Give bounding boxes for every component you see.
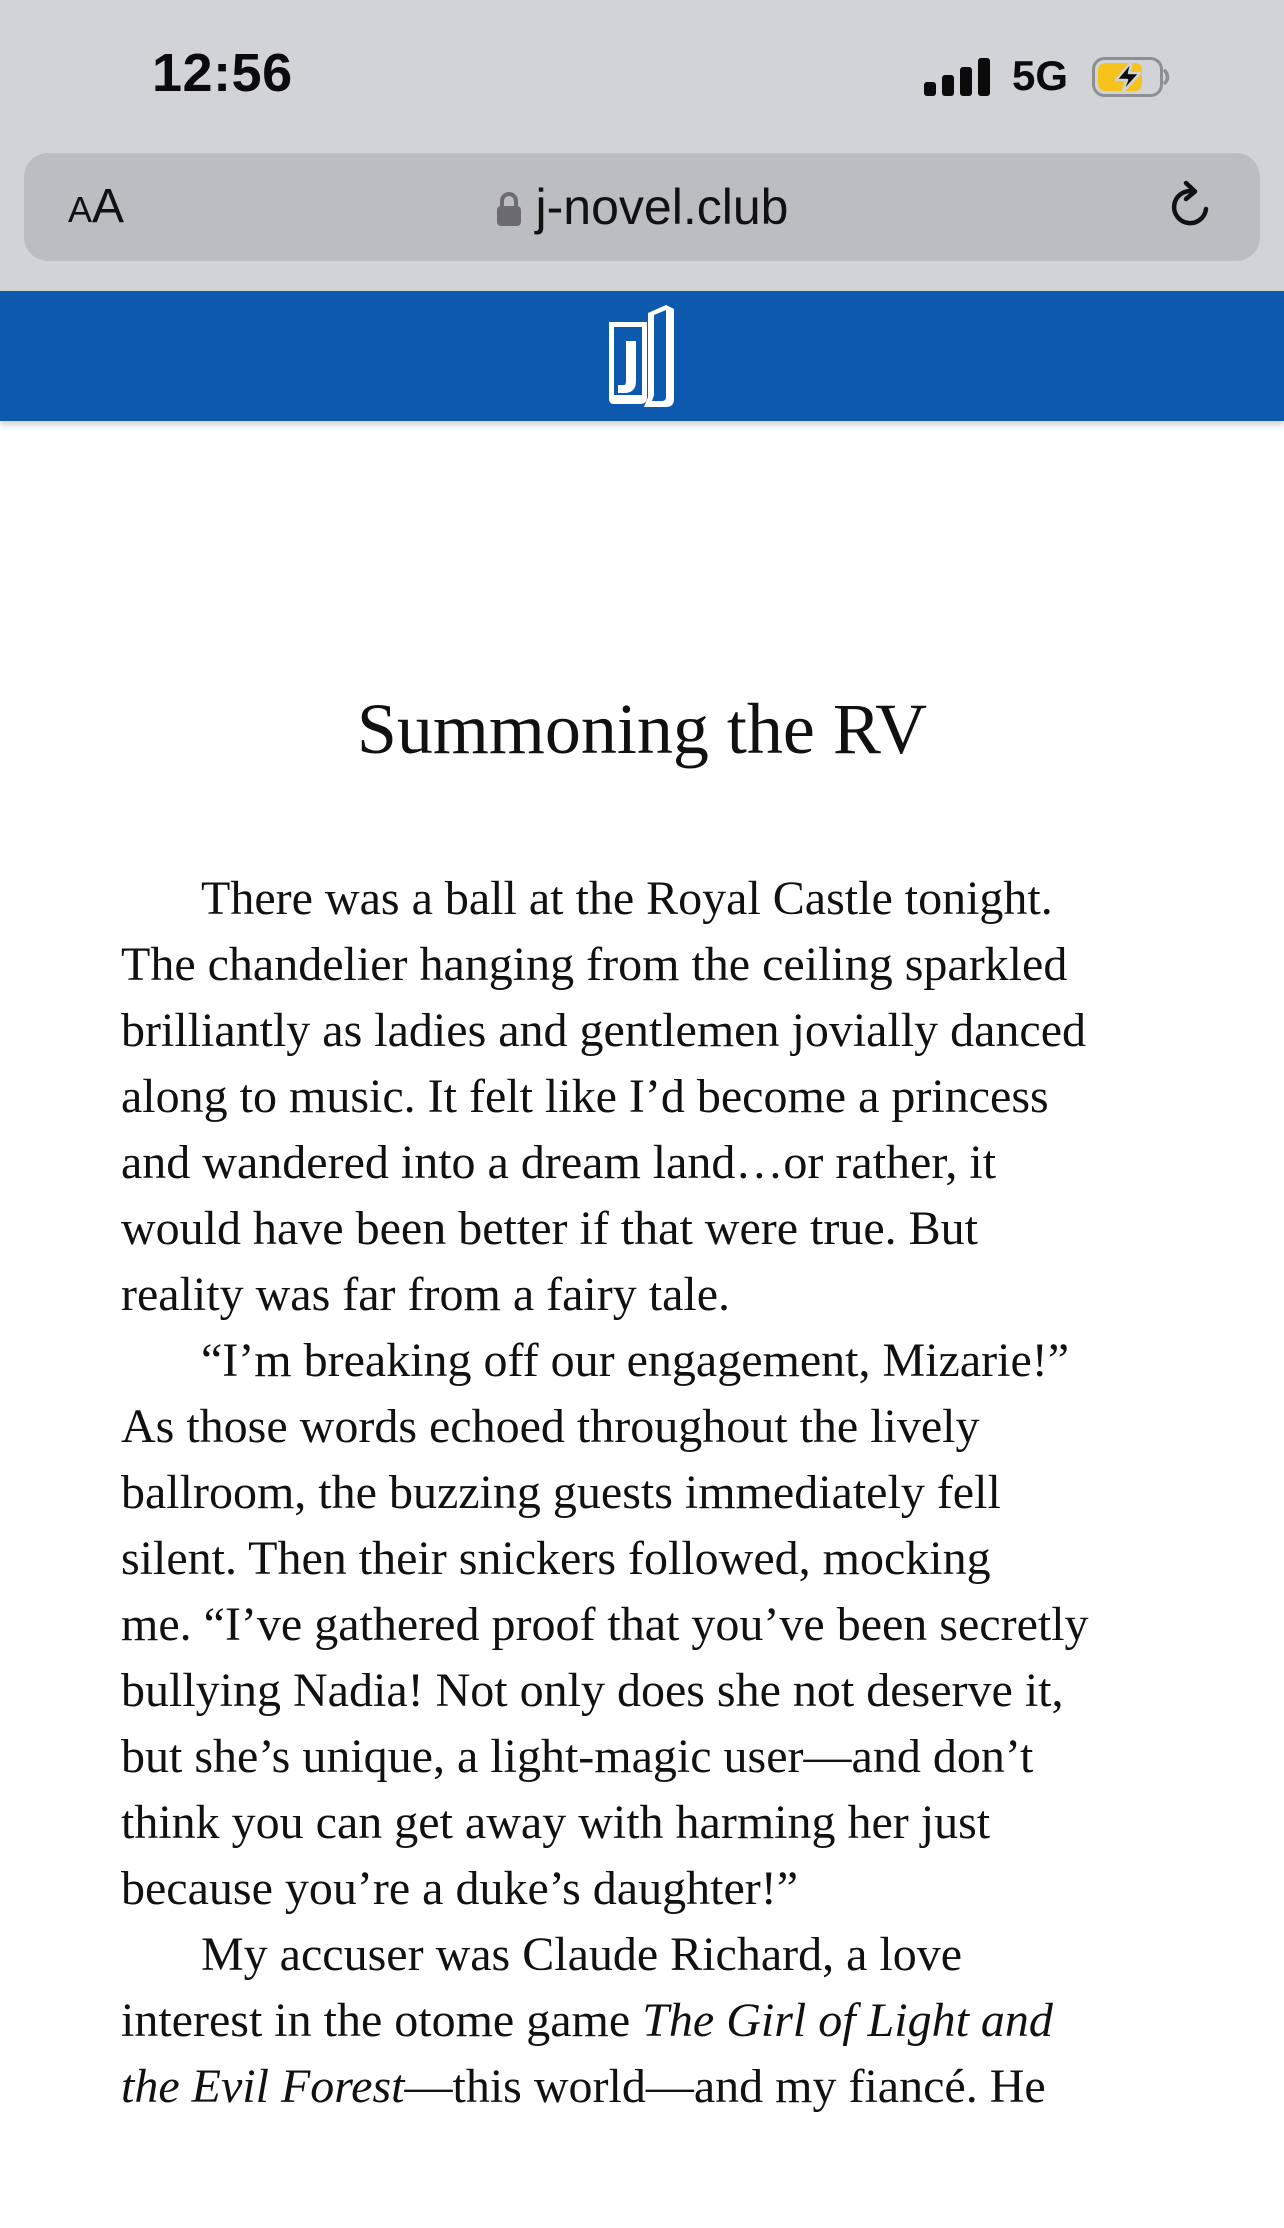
text-line: ballroom, the buzzing guests immediately fell — [121, 1466, 1001, 1519]
text-line: silent. Then their snickers followed, mocking — [121, 1532, 991, 1585]
book-title-italic: the Evil Forest — [121, 2060, 405, 2113]
book-j-logo-icon[interactable] — [604, 301, 680, 411]
text-line: think you can get away with harming her just — [121, 1796, 991, 1849]
text-line: bullying Nadia! Not only does she not deserve it, — [121, 1664, 1064, 1717]
text-line: As those words echoed throughout the lively — [121, 1400, 980, 1453]
text-fragment: interest in the otome game — [121, 1994, 643, 2047]
network-type: 5G — [1012, 52, 1069, 99]
url-text: j-novel.club — [535, 179, 789, 235]
chapter-body — [121, 866, 1181, 2120]
address-bar[interactable] — [24, 153, 1260, 261]
text-line: There was a ball at the Royal Castle tonight. — [201, 872, 1053, 925]
reload-icon[interactable] — [1162, 179, 1218, 235]
text-line: The chandelier hanging from the ceiling sparkled — [121, 938, 1068, 991]
text-line: brilliantly as ladies and gentlemen jovially danced — [121, 1004, 1087, 1057]
text-line — [121, 1988, 1181, 2054]
text-line: reality was far from a fairy tale. — [121, 1268, 731, 1321]
text-line — [121, 2054, 1181, 2120]
book-title-italic: The Girl of Light and — [642, 1994, 1053, 2047]
text-line: My accuser was Claude Richard, a love — [201, 1928, 963, 1981]
text-line: would have been better if that were true. But — [121, 1202, 979, 1255]
battery-charging-icon — [1092, 57, 1172, 97]
site-header — [0, 291, 1284, 421]
text-line: but she’s unique, a light-magic user—and don’t — [121, 1730, 1034, 1783]
lock-icon — [496, 191, 522, 227]
text-line: and wandered into a dream land…or rather, it — [121, 1136, 997, 1189]
text-line: because you’re a duke’s daughter!” — [121, 1862, 799, 1915]
text-line: me. “I’ve gathered proof that you’ve been secretly — [121, 1598, 1089, 1651]
text-size-small-label: A — [68, 189, 93, 230]
text-size-large-label: A — [92, 180, 125, 233]
status-bar — [0, 0, 1284, 150]
url-display[interactable] — [24, 153, 1260, 261]
text-fragment: —this world—and my fiancé. He — [404, 2060, 1046, 2113]
browser-chrome — [0, 0, 1284, 291]
chapter-title: Summoning the RV — [356, 689, 928, 769]
text-line: along to music. It felt like I’d become a princess — [121, 1070, 1049, 1123]
status-time: 12:56 — [152, 43, 293, 103]
text-line: “I’m breaking off our engagement, Mizarie!” — [201, 1334, 1070, 1387]
cellular-signal-icon — [924, 58, 992, 96]
